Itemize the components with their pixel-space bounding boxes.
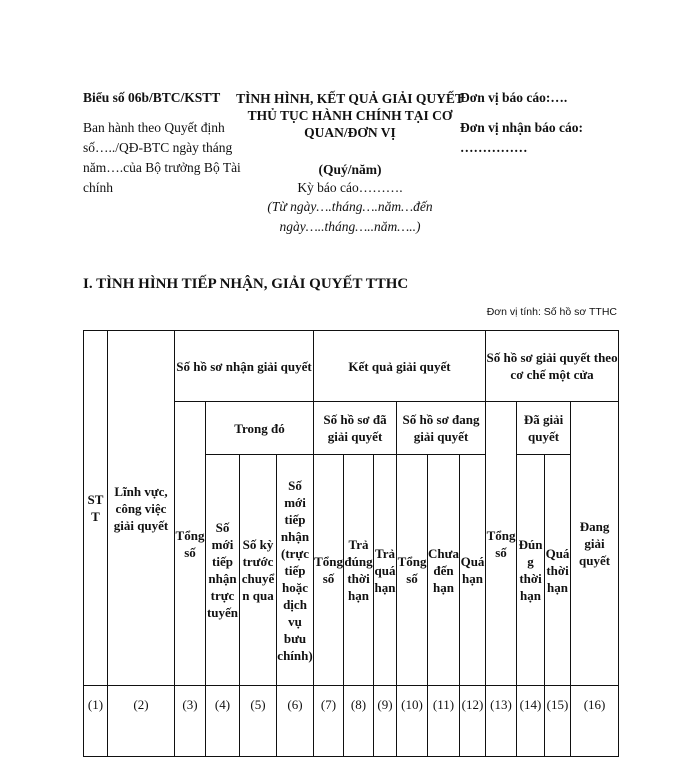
header-received-total: Tổng số <box>175 402 206 686</box>
header-of-which: Trong đó <box>206 402 314 455</box>
header-in-progress: Số hồ sơ đang giải quyết <box>397 402 486 455</box>
form-code: Biểu số 06b/BTC/KSTT <box>83 90 221 105</box>
index-cell: (16) <box>571 686 619 757</box>
index-cell: (11) <box>428 686 460 757</box>
index-cell: (7) <box>314 686 344 757</box>
header-overdue: Quá hạn <box>460 455 486 686</box>
header-carried-over: Số kỳ trước chuyển qua <box>240 455 277 686</box>
header-on-time: Trả đúng thời hạn <box>344 455 374 686</box>
report-date-range: (Từ ngày….tháng….năm…đến ngày…..tháng…..năm…..) <box>267 199 433 234</box>
header-overdue-2: Quá thời hạn <box>545 455 571 686</box>
index-cell: (13) <box>486 686 517 757</box>
report-period-type: (Quý/năm) <box>318 162 382 177</box>
report-table <box>83 330 619 757</box>
index-cell: (3) <box>175 686 206 757</box>
header-direct: Số mới tiếp nhận (trực tiếp hoặc dịch vụ bưu chính) <box>277 455 314 686</box>
index-cell: (1) <box>84 686 108 757</box>
section-title: I. TÌNH HÌNH TIẾP NHẬN, GIẢI QUYẾT TTHC <box>83 276 409 292</box>
index-cell: (12) <box>460 686 486 757</box>
report-title: TÌNH HÌNH, KẾT QUẢ GIẢI QUYẾT THỦ TỤC HÀNH CHÍNH TẠI CƠ QUAN/ĐƠN VỊ <box>236 91 464 140</box>
report-heading <box>236 90 464 237</box>
index-cell: (4) <box>206 686 240 757</box>
header-stt: STT <box>84 331 108 686</box>
header-onestop-total: Tổng số <box>486 402 517 686</box>
header-pending: Đang giải quyết <box>571 402 619 686</box>
report-period: Kỳ báo cáo………. <box>297 180 403 195</box>
header-online: Số mới tiếp nhận trực tuyến <box>206 455 240 686</box>
receiving-unit: Đơn vị nhận báo cáo: …………… <box>460 120 584 155</box>
header-not-due: Chưa đến hạn <box>428 455 460 686</box>
header-received: Số hồ sơ nhận giải quyết <box>175 331 314 402</box>
header-resolved-total: Tổng số <box>314 455 344 686</box>
reporting-unit: Đơn vị báo cáo:…. <box>460 90 568 105</box>
index-cell: (5) <box>240 686 277 757</box>
index-cell: (8) <box>344 686 374 757</box>
header-overdue-short: Trả quá hạn <box>374 455 397 686</box>
header-result: Kết quả giải quyết <box>314 331 486 402</box>
index-cell: (15) <box>545 686 571 757</box>
index-cell: (9) <box>374 686 397 757</box>
issued-by-text: Ban hành theo Quyết định số…../QĐ-BTC ngày tháng năm….của Bộ trưởng Bộ Tài chính <box>83 120 241 195</box>
index-cell: (14) <box>517 686 545 757</box>
header-progress-total: Tổng số <box>397 455 428 686</box>
index-cell: (2) <box>108 686 175 757</box>
index-cell: (10) <box>397 686 428 757</box>
header-resolved: Số hồ sơ đã giải quyết <box>314 402 397 455</box>
header-onestop: Số hồ sơ giải quyết theo cơ chế một cửa <box>486 331 619 402</box>
index-cell: (6) <box>277 686 314 757</box>
unit-note: Đơn vị tính: Số hồ sơ TTHC <box>486 306 617 318</box>
header-field: Lĩnh vực, công việc giải quyết <box>108 331 175 686</box>
header-on-time-2: Đúng thời hạn <box>517 455 545 686</box>
header-onestop-resolved: Đã giải quyết <box>517 402 571 455</box>
